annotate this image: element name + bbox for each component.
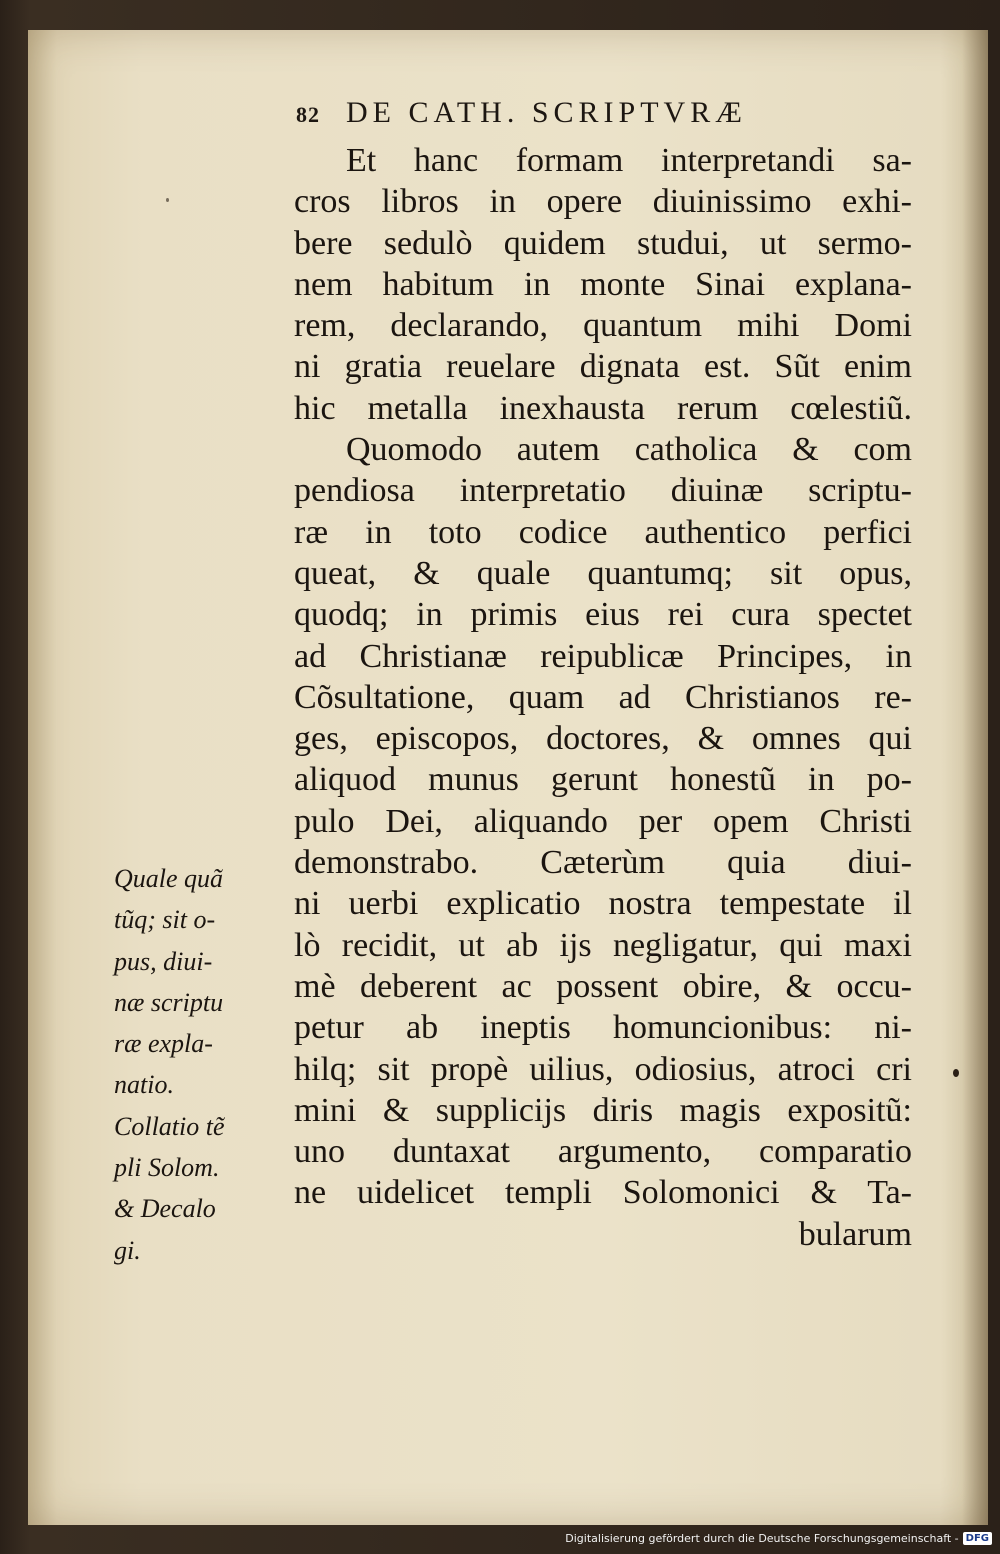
text-line: ni gratia reuelare dignata est. Sũt enim <box>294 348 912 386</box>
catchword: bularum <box>798 1215 912 1253</box>
margin-line: ræ expla- <box>114 1029 213 1059</box>
text-line: Quomodo autem catholica & com <box>346 431 912 469</box>
text-line: nem habitum in monte Sinai explana- <box>294 265 912 303</box>
margin-line: Quale quã <box>114 864 224 893</box>
dfg-logo-icon: DFG <box>963 1532 992 1545</box>
digitization-footer <box>565 1528 992 1548</box>
margin-line: Collatio tẽ <box>114 1111 225 1141</box>
text-line: queat, & quale quantumq; sit opus, <box>294 554 912 592</box>
page-number: 82 <box>296 102 320 127</box>
marginal-note <box>114 858 264 1271</box>
page-gutter-shadow <box>962 30 988 1525</box>
text-line: quodq; in primis eius rei cura spectet <box>294 596 912 634</box>
running-title: DE CATH. SCRIPTVRÆ <box>346 96 747 129</box>
margin-line: næ scriptu <box>114 987 224 1017</box>
text-line: ad Christianæ reipublicæ Principes, in <box>294 637 912 675</box>
text-line: petur ab ineptis homuncionibus: ni- <box>294 1009 912 1047</box>
text-line: uno duntaxat argumento, comparatio <box>294 1133 912 1171</box>
ink-speck <box>953 1069 959 1077</box>
text-line: ges, episcopos, doctores, & omnes qui <box>294 720 912 758</box>
margin-line: pli Solom. <box>114 1153 220 1183</box>
margin-line: natio. <box>114 1070 174 1100</box>
text-line: hilq; sit propè uilius, odiosius, atroci cri <box>294 1050 912 1088</box>
text-line: aliquod munus gerunt honestũ in po- <box>294 761 912 799</box>
text-line: hic metalla inexhausta rerum cœlestiũ. <box>294 389 912 427</box>
text-line: demonstrabo. Cæterùm quia diui- <box>294 844 912 882</box>
footer-credit: Digitalisierung gefördert durch die Deutsche Forschungsgemeinschaft - <box>565 1531 959 1545</box>
text-line: ræ in toto codice authentico perfici <box>294 513 912 551</box>
text-line: lò recidit, ut ab ijs negligatur, qui maxi <box>294 926 912 964</box>
text-line: cros libros in opere diuinissimo exhi- <box>294 183 912 221</box>
margin-line: gi. <box>114 1235 141 1265</box>
text-line: bere sedulò quidem studui, ut sermo- <box>294 224 912 262</box>
text-line: mini & supplicijs diris magis expositũ: <box>294 1091 912 1129</box>
ink-speck <box>166 198 169 202</box>
text-line: mè deberent ac possent obire, & occu- <box>294 967 912 1005</box>
text-line: Cõsultatione, quam ad Christianos re- <box>294 678 912 716</box>
text-line: rem, declarando, quantum mihi Domi <box>294 307 912 345</box>
margin-line: pus, diui- <box>114 946 213 976</box>
margin-line: & Decalo <box>114 1194 216 1224</box>
text-line: ni uerbi explicatio nostra tempestate il <box>294 885 912 923</box>
text-line: ne uidelicet templi Solomonici & Ta- <box>294 1174 912 1212</box>
running-header <box>296 96 856 136</box>
text-line: pulo Dei, aliquando per opem Christi <box>294 802 912 840</box>
margin-line: tũq; sit o- <box>114 905 216 935</box>
main-text-block <box>294 140 912 1255</box>
text-line: pendiosa interpretatio diuinæ scriptu- <box>294 472 912 510</box>
text-line: Et hanc formam interpretandi sa- <box>346 142 912 179</box>
